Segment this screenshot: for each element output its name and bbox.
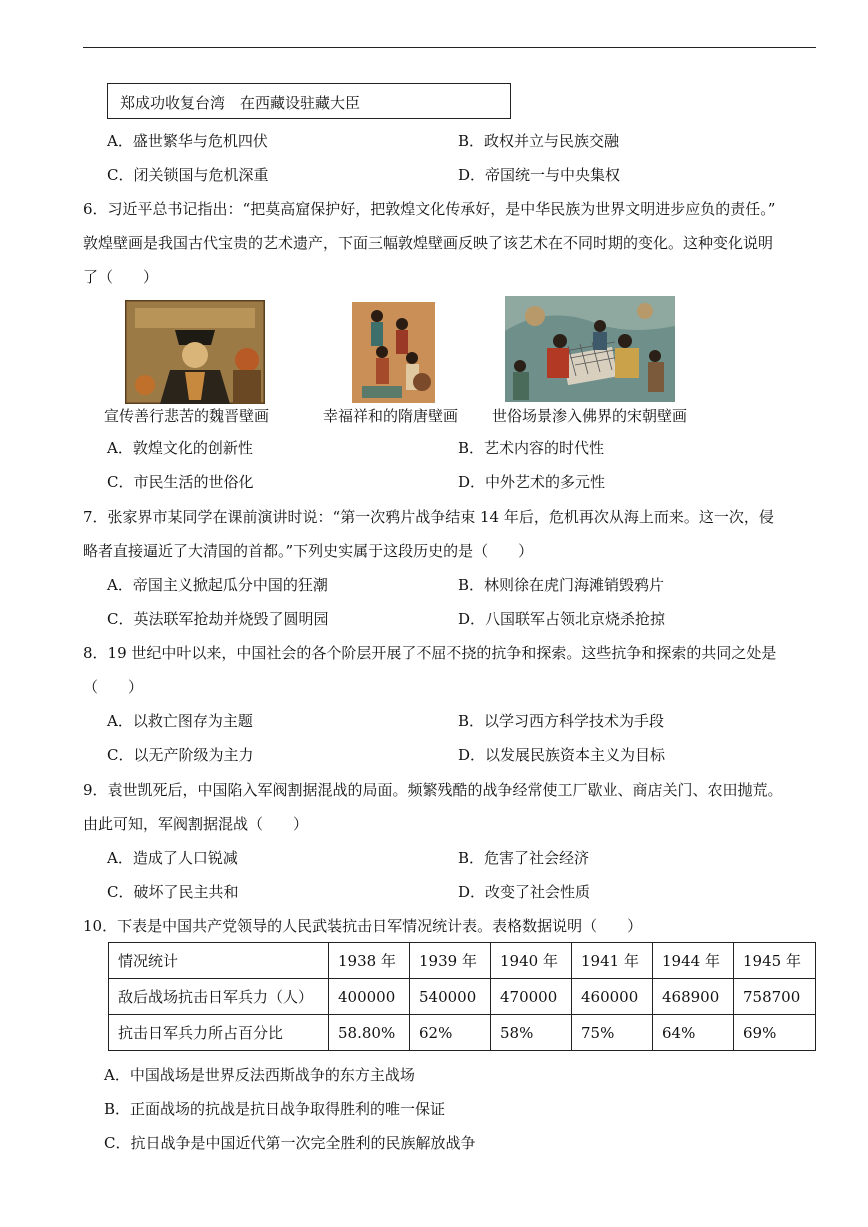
table-cell: 敌后战场抗击日军兵力（人） [109, 979, 329, 1015]
q10-option-c[interactable]: C．抗日战争是中国近代第一次完全胜利的民族解放战争 [104, 1134, 476, 1152]
weijin-mural-image [125, 300, 265, 404]
table-cell: 抗击日军兵力所占百分比 [109, 1015, 329, 1051]
table-header-cell: 1939 年 [410, 943, 491, 979]
table-row [109, 979, 816, 1015]
q6-stem-line3: 了（ ） [83, 268, 159, 286]
q8-stem-line2: （ ） [83, 678, 144, 696]
table-cell: 470000 [491, 979, 572, 1015]
table-header-cell: 1945 年 [734, 943, 816, 979]
q9-option-a[interactable]: A．造成了人口锐减 [107, 849, 238, 867]
q6-stem-line1: 6．习近平总书记指出：“把莫高窟保护好，把敦煌文化传承好，是中华民族为世界文明进步应负的责任。” [83, 200, 776, 218]
table-cell: 62% [410, 1015, 491, 1051]
weijin-mural-caption: 宣传善行悲苦的魏晋壁画 [104, 407, 270, 425]
q5-quote-box [107, 83, 511, 119]
table-header-row [109, 943, 816, 979]
q10-stem-line1: 10．下表是中国共产党领导的人民武装抗击日军情况统计表。表格数据说明（ ） [83, 917, 643, 935]
q9-stem-line2: 由此可知，军阀割据混战（ ） [83, 815, 309, 833]
table-cell: 64% [653, 1015, 734, 1051]
q5-box-text: 郑成功收复台湾 在西藏设驻藏大臣 [120, 94, 361, 112]
table-row [109, 1015, 816, 1051]
table-cell: 75% [572, 1015, 653, 1051]
table-header-cell: 1940 年 [491, 943, 572, 979]
q8-option-b[interactable]: B．以学习西方科学技术为手段 [458, 712, 665, 730]
q5-option-a[interactable]: A．盛世繁华与危机四伏 [107, 132, 268, 150]
q6-option-c[interactable]: C．市民生活的世俗化 [107, 473, 254, 491]
table-header-cell: 1944 年 [653, 943, 734, 979]
q10-option-b[interactable]: B．正面战场的抗战是抗日战争取得胜利的唯一保证 [104, 1100, 446, 1118]
q6-stem-line2: 敦煌壁画是我国古代宝贵的艺术遗产，下面三幅敦煌壁画反映了该艺术在不同时期的变化。这种变化说明 [83, 234, 774, 252]
song-mural-caption: 世俗场景渗入佛界的宋朝壁画 [492, 407, 688, 425]
q5-option-d[interactable]: D．帝国统一与中央集权 [458, 166, 621, 184]
table-cell: 758700 [734, 979, 816, 1015]
q5-option-b[interactable]: B．政权并立与民族交融 [458, 132, 620, 150]
song-mural-image [505, 296, 675, 402]
q8-option-d[interactable]: D．以发展民族资本主义为目标 [458, 746, 666, 764]
table-header-cell: 1941 年 [572, 943, 653, 979]
q6-option-a[interactable]: A．敦煌文化的创新性 [107, 439, 253, 457]
q7-option-a[interactable]: A．帝国主义掀起瓜分中国的狂潮 [107, 576, 328, 594]
q8-option-a[interactable]: A．以救亡图存为主题 [107, 712, 253, 730]
q7-stem-line1: 7．张家界市某同学在课前演讲时说：“第一次鸦片战争结束 14 年后，危机再次从海上而来。这一次，侵 [83, 508, 774, 526]
suitang-mural-caption: 幸福祥和的隋唐壁画 [323, 407, 459, 425]
q7-option-d[interactable]: D．八国联军占领北京烧杀抢掠 [458, 610, 666, 628]
table-cell: 460000 [572, 979, 653, 1015]
q7-option-c[interactable]: C．英法联军抢劫并烧毁了圆明园 [107, 610, 329, 628]
table-cell: 468900 [653, 979, 734, 1015]
q9-option-c[interactable]: C．破坏了民主共和 [107, 883, 239, 901]
q6-option-b[interactable]: B．艺术内容的时代性 [458, 439, 605, 457]
header-rule [83, 47, 816, 48]
q9-option-b[interactable]: B．危害了社会经济 [458, 849, 590, 867]
table-cell: 58% [491, 1015, 572, 1051]
suitang-mural-image [352, 302, 435, 403]
q7-option-b[interactable]: B．林则徐在虎门海滩销毁鸦片 [458, 576, 665, 594]
q8-option-c[interactable]: C．以无产阶级为主力 [107, 746, 254, 764]
q9-stem-line1: 9．袁世凯死后，中国陷入军阀割据混战的局面。频繁残酷的战争经常使工厂歇业、商店关门、农田抛荒。 [83, 781, 783, 799]
table-cell: 69% [734, 1015, 816, 1051]
q7-stem-line2: 略者直接逼近了大清国的首都。”下列史实属于这段历史的是（ ） [83, 542, 534, 560]
q10-option-a[interactable]: A．中国战场是世界反法西斯战争的东方主战场 [104, 1066, 415, 1084]
q9-option-d[interactable]: D．改变了社会性质 [458, 883, 591, 901]
table-cell: 58.80% [329, 1015, 410, 1051]
resistance-stats-table [108, 942, 816, 1051]
q6-option-d[interactable]: D．中外艺术的多元性 [458, 473, 606, 491]
q5-option-c[interactable]: C．闭关锁国与危机深重 [107, 166, 269, 184]
table-cell: 400000 [329, 979, 410, 1015]
table-header-cell: 1938 年 [329, 943, 410, 979]
table-header-cell: 情况统计 [109, 943, 329, 979]
table-cell: 540000 [410, 979, 491, 1015]
q8-stem-line1: 8．19 世纪中叶以来，中国社会的各个阶层开展了不屈不挠的抗争和探索。这些抗争和探索的共同之处是 [83, 644, 777, 662]
